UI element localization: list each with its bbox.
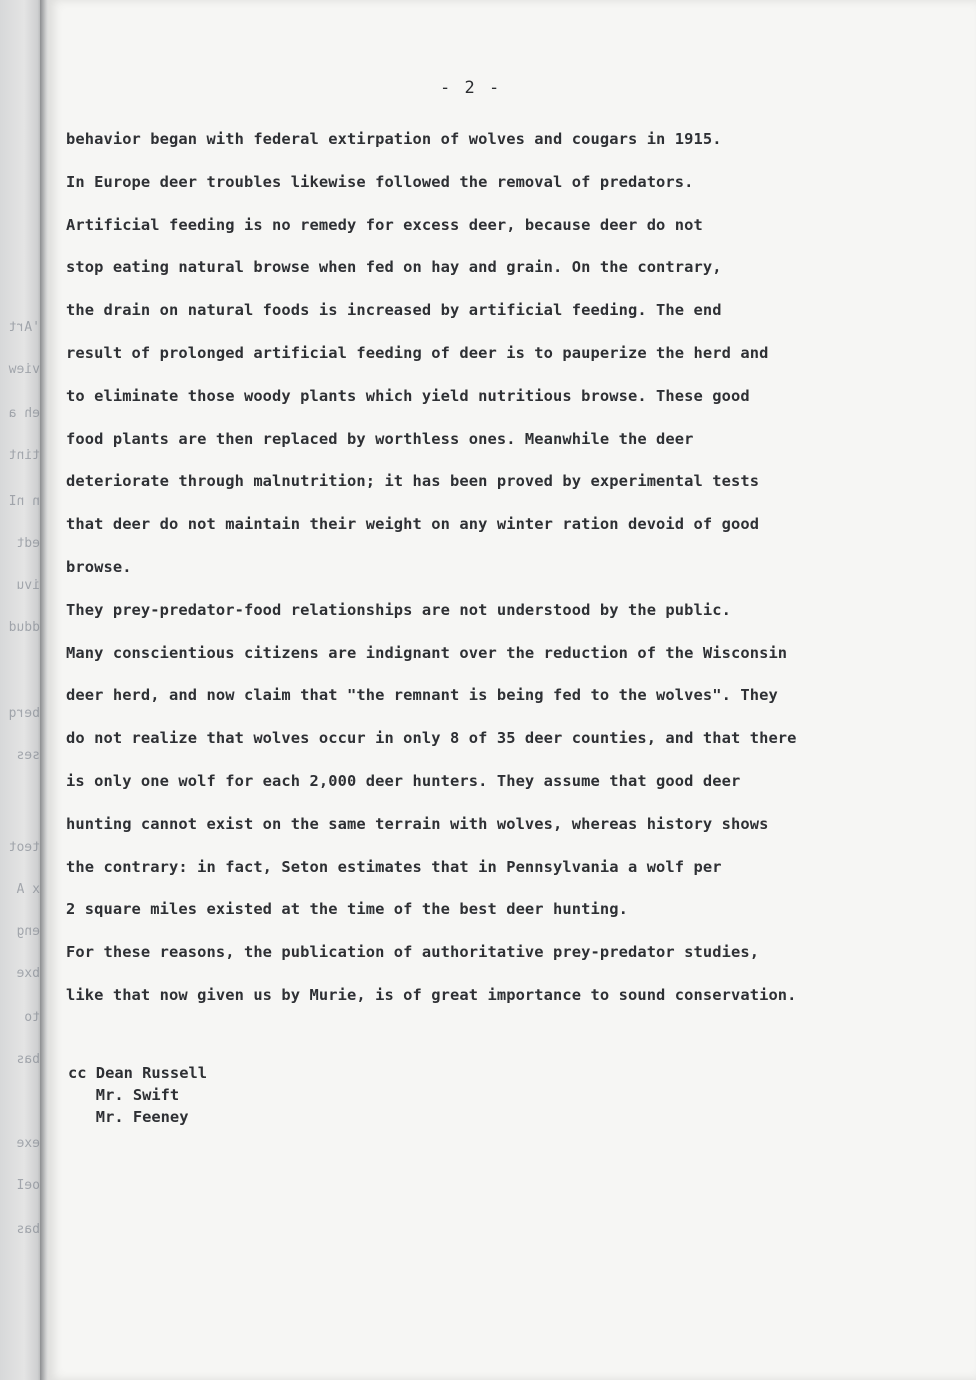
previous-page-fragment: berq <box>8 706 40 721</box>
text-line: For these reasons, the publication of authoritative prey-predator studies, <box>66 943 760 962</box>
previous-page-fragment: tint <box>8 448 40 463</box>
text-line: deteriorate through malnutrition; it has been proved by experimental tests <box>66 472 760 491</box>
previous-page-fragment: oeI <box>16 1178 40 1193</box>
previous-page-fragment: teot <box>8 840 40 855</box>
previous-page-fragment: view <box>8 362 40 377</box>
text-line: Artificial feeding is no remedy for excess deer, because deer do not <box>66 215 703 234</box>
text-line: the drain on natural foods is increased by artificial feeding. The end <box>66 301 722 320</box>
letter-body <box>66 118 896 1017</box>
text-line: stop eating natural browse when fed on hay and grain. On the contrary, <box>66 258 722 277</box>
previous-page-fragment: eng <box>16 924 40 939</box>
previous-page-fragment: x A <box>16 882 40 897</box>
cc-recipient: Mr. Feeney <box>68 1108 189 1126</box>
previous-page-fragment: bas <box>16 1052 40 1067</box>
previous-page-fragment: ses <box>16 748 40 763</box>
text-line: like that now given us by Murie, is of great importance to sound conservation. <box>66 985 797 1004</box>
text-line: 2 square miles existed at the time of the best deer hunting. <box>66 900 628 919</box>
text-line: In Europe deer troubles likewise followed the removal of predators. <box>66 172 694 191</box>
previous-page-fragment: ddud <box>8 620 40 635</box>
text-line: browse. <box>66 557 132 576</box>
previous-page-fragment: ivu <box>16 578 40 593</box>
text-line: Many conscientious citizens are indignant over the reduction of the Wisconsin <box>66 643 788 662</box>
text-line: is only one wolf for each 2,000 deer hunters. They assume that good deer <box>66 771 741 790</box>
previous-page-fragment: edt <box>16 536 40 551</box>
text-line: do not realize that wolves occur in only 8 of 35 deer counties, and that there <box>66 729 797 748</box>
text-line: They prey-predator-food relationships are not understood by the public. <box>66 600 731 619</box>
text-line: food plants are then replaced by worthless ones. Meanwhile the deer <box>66 429 694 448</box>
cc-recipient: cc Dean Russell <box>68 1064 207 1082</box>
text-line: behavior began with federal extirpation of wolves and cougars in 1915. <box>66 130 722 148</box>
cc-recipient: Mr. Swift <box>68 1086 180 1104</box>
previous-page-fragment: eh a <box>8 406 40 421</box>
text-line: deer herd, and now claim that "the remnant is being fed to the wolves". They <box>66 686 778 705</box>
previous-page-fragment: n nI <box>8 494 40 509</box>
text-line: the contrary: in fact, Seton estimates that in Pennsylvania a wolf per <box>66 857 722 876</box>
text-line: result of prolonged artificial feeding of deer is to pauperize the herd and <box>66 343 769 362</box>
previous-page-edge <box>0 0 44 1380</box>
page-number: - 2 - <box>440 78 502 98</box>
document-page <box>48 0 976 1380</box>
carbon-copy-list <box>68 1062 207 1128</box>
text-line: to eliminate those woody plants which yield nutritious browse. These good <box>66 386 750 405</box>
previous-page-fragment: 'Art <box>8 320 40 335</box>
previous-page-fragment: bxe <box>16 966 40 981</box>
previous-page-fragment: exe <box>16 1136 40 1151</box>
previous-page-fragment: to <box>24 1010 40 1025</box>
previous-page-fragment: bas <box>16 1222 40 1237</box>
text-line: that deer do not maintain their weight on any winter ration devoid of good <box>66 515 760 534</box>
text-line: hunting cannot exist on the same terrain with wolves, whereas history shows <box>66 814 769 833</box>
